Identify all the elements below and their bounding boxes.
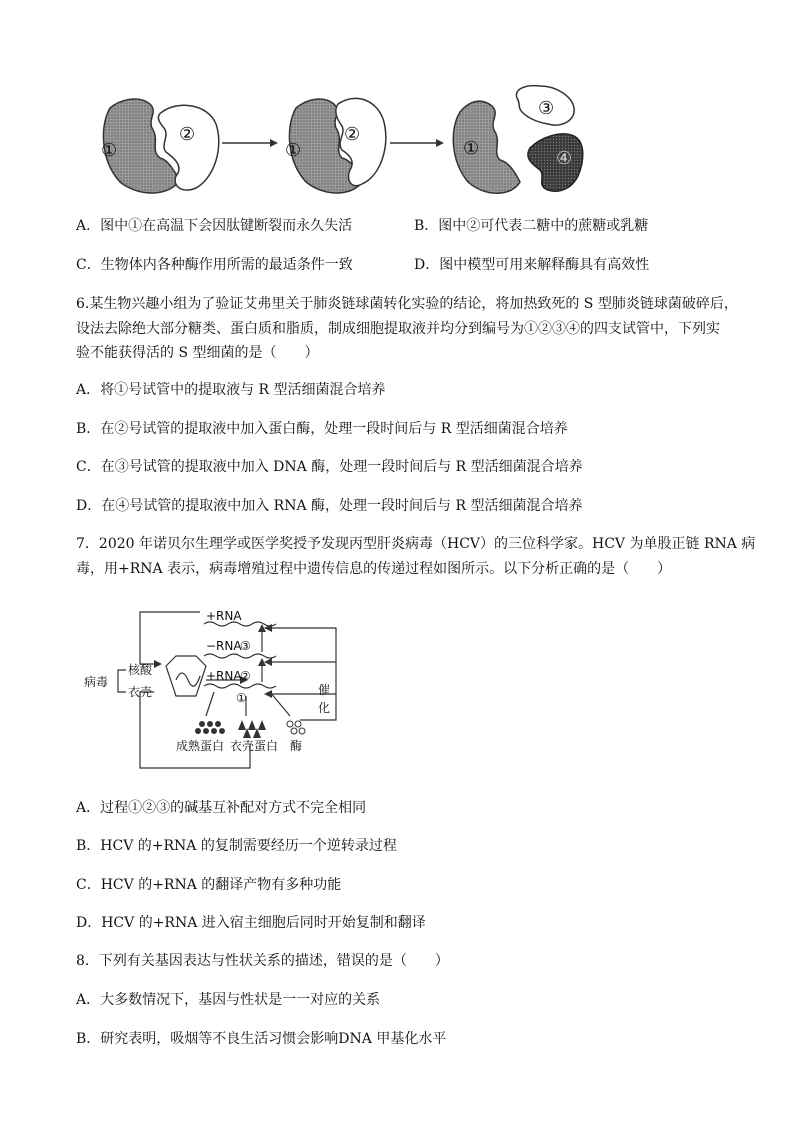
- q7-stem-line-1: 7．2020 年诺贝尔生理学或医学奖授予发现丙型肝炎病毒（HCV）的三位科学家。HCV 为单股正链 RNA 病: [76, 536, 756, 552]
- label-catalysis-1: 催: [318, 683, 331, 697]
- plus-rna-mid-wave: [204, 684, 276, 688]
- label-3b: ③: [538, 98, 555, 119]
- q8-stem: 8．下列有关基因表达与性状关系的描述，错误的是（ ）: [76, 953, 449, 969]
- q7-option-a[interactable]: A．过程①②③的碱基互补配对方式不完全相同: [76, 800, 367, 816]
- q6-option-a[interactable]: A．将①号试管中的提取液与 R 型活细菌混合培养: [76, 382, 386, 398]
- translate-left: [206, 692, 214, 716]
- q7-stem-line-2: 毒，用+RNA 表示，病毒增殖过程中遗传信息的传递过程如图所示。以下分析正确的是（ ）: [76, 561, 672, 577]
- q6-stem-line-2: 设法去除绝大部分糖类、蛋白质和脂质，制成细胞提取液并均分到编号为①②③④的四支试管中，下列实: [76, 321, 720, 337]
- virion-rna: [176, 673, 200, 686]
- q5-option-b[interactable]: B．图中②可代表二糖中的蔗糖或乳糖: [414, 218, 649, 234]
- loop-bottom-line: [140, 692, 250, 768]
- label-nucleic: 核酸: [128, 663, 153, 677]
- q7-option-c[interactable]: C．HCV 的+RNA 的翻译产物有多种功能: [76, 877, 342, 893]
- label-mature-protein: 成熟蛋白: [176, 739, 225, 753]
- virus-bracket: [118, 670, 126, 692]
- q7-option-b[interactable]: B．HCV 的+RNA 的复制需要经历一个逆转录过程: [76, 838, 397, 854]
- label-2a: ①: [285, 140, 302, 161]
- label-2b: ②: [344, 124, 361, 145]
- label-plus-rna-mid: +RNA: [206, 669, 242, 683]
- q6-option-b[interactable]: B．在②号试管的提取液中加入蛋白酶，处理一段时间后与 R 型活细菌混合培养: [76, 421, 568, 437]
- arrowhead-loop-top: [154, 660, 162, 668]
- label-virus: 病毒: [84, 675, 109, 689]
- arrowhead-cat-3: [264, 690, 272, 698]
- label-minus-rna: −RNA: [206, 639, 242, 653]
- q8-option-a[interactable]: A．大多数情况下，基因与性状是一一对应的关系: [76, 992, 381, 1008]
- label-plus-rna-top: +RNA: [206, 609, 242, 623]
- q5-option-a[interactable]: A．图中①在高温下会因肽键断裂而永久失活: [76, 218, 353, 234]
- q6-option-c[interactable]: C．在③号试管的提取液中加入 DNA 酶，处理一段时间后与 R 型活细菌混合培养: [76, 459, 583, 475]
- label-enzyme: 酶: [290, 739, 303, 753]
- label-3a: ①: [463, 138, 480, 159]
- label-circle2: ②: [240, 669, 251, 683]
- label-capsid: 衣壳: [128, 685, 153, 699]
- label-1b: ②: [179, 124, 196, 145]
- translate-right: [270, 692, 290, 716]
- q6-option-d[interactable]: D．在④号试管的提取液中加入 RNA 酶，处理一段时间后与 R 型活细菌混合培养: [76, 498, 583, 514]
- label-3c: ④: [556, 148, 573, 169]
- label-circle1: ①: [236, 691, 247, 705]
- q6-stem-line-3: 验不能获得活的 S 型细菌的是（ ）: [76, 345, 319, 361]
- label-1a: ①: [101, 140, 118, 161]
- q6-stem-line-1: 6.某生物兴趣小组为了验证艾弗里关于肺炎链球菌转化实验的结论，将加热致死的 S 型肺炎链球菌破碎后，: [76, 296, 738, 312]
- label-catalysis-2: 化: [318, 701, 331, 715]
- label-capsid-protein: 衣壳蛋白: [230, 739, 279, 753]
- q5-option-d[interactable]: D．图中模型可用来解释酶具有高效性: [414, 257, 650, 273]
- q5-option-c[interactable]: C．生物体内各种酶作用所需的最适条件一致: [76, 257, 353, 273]
- q7-option-d[interactable]: D．HCV 的+RNA 进入宿主细胞后同时开始复制和翻译: [76, 915, 426, 931]
- minus-rna-wave: [204, 654, 276, 658]
- label-circle3: ③: [240, 639, 251, 653]
- q8-option-b[interactable]: B．研究表明，吸烟等不良生活习惯会影响DNA 甲基化水平: [76, 1031, 447, 1047]
